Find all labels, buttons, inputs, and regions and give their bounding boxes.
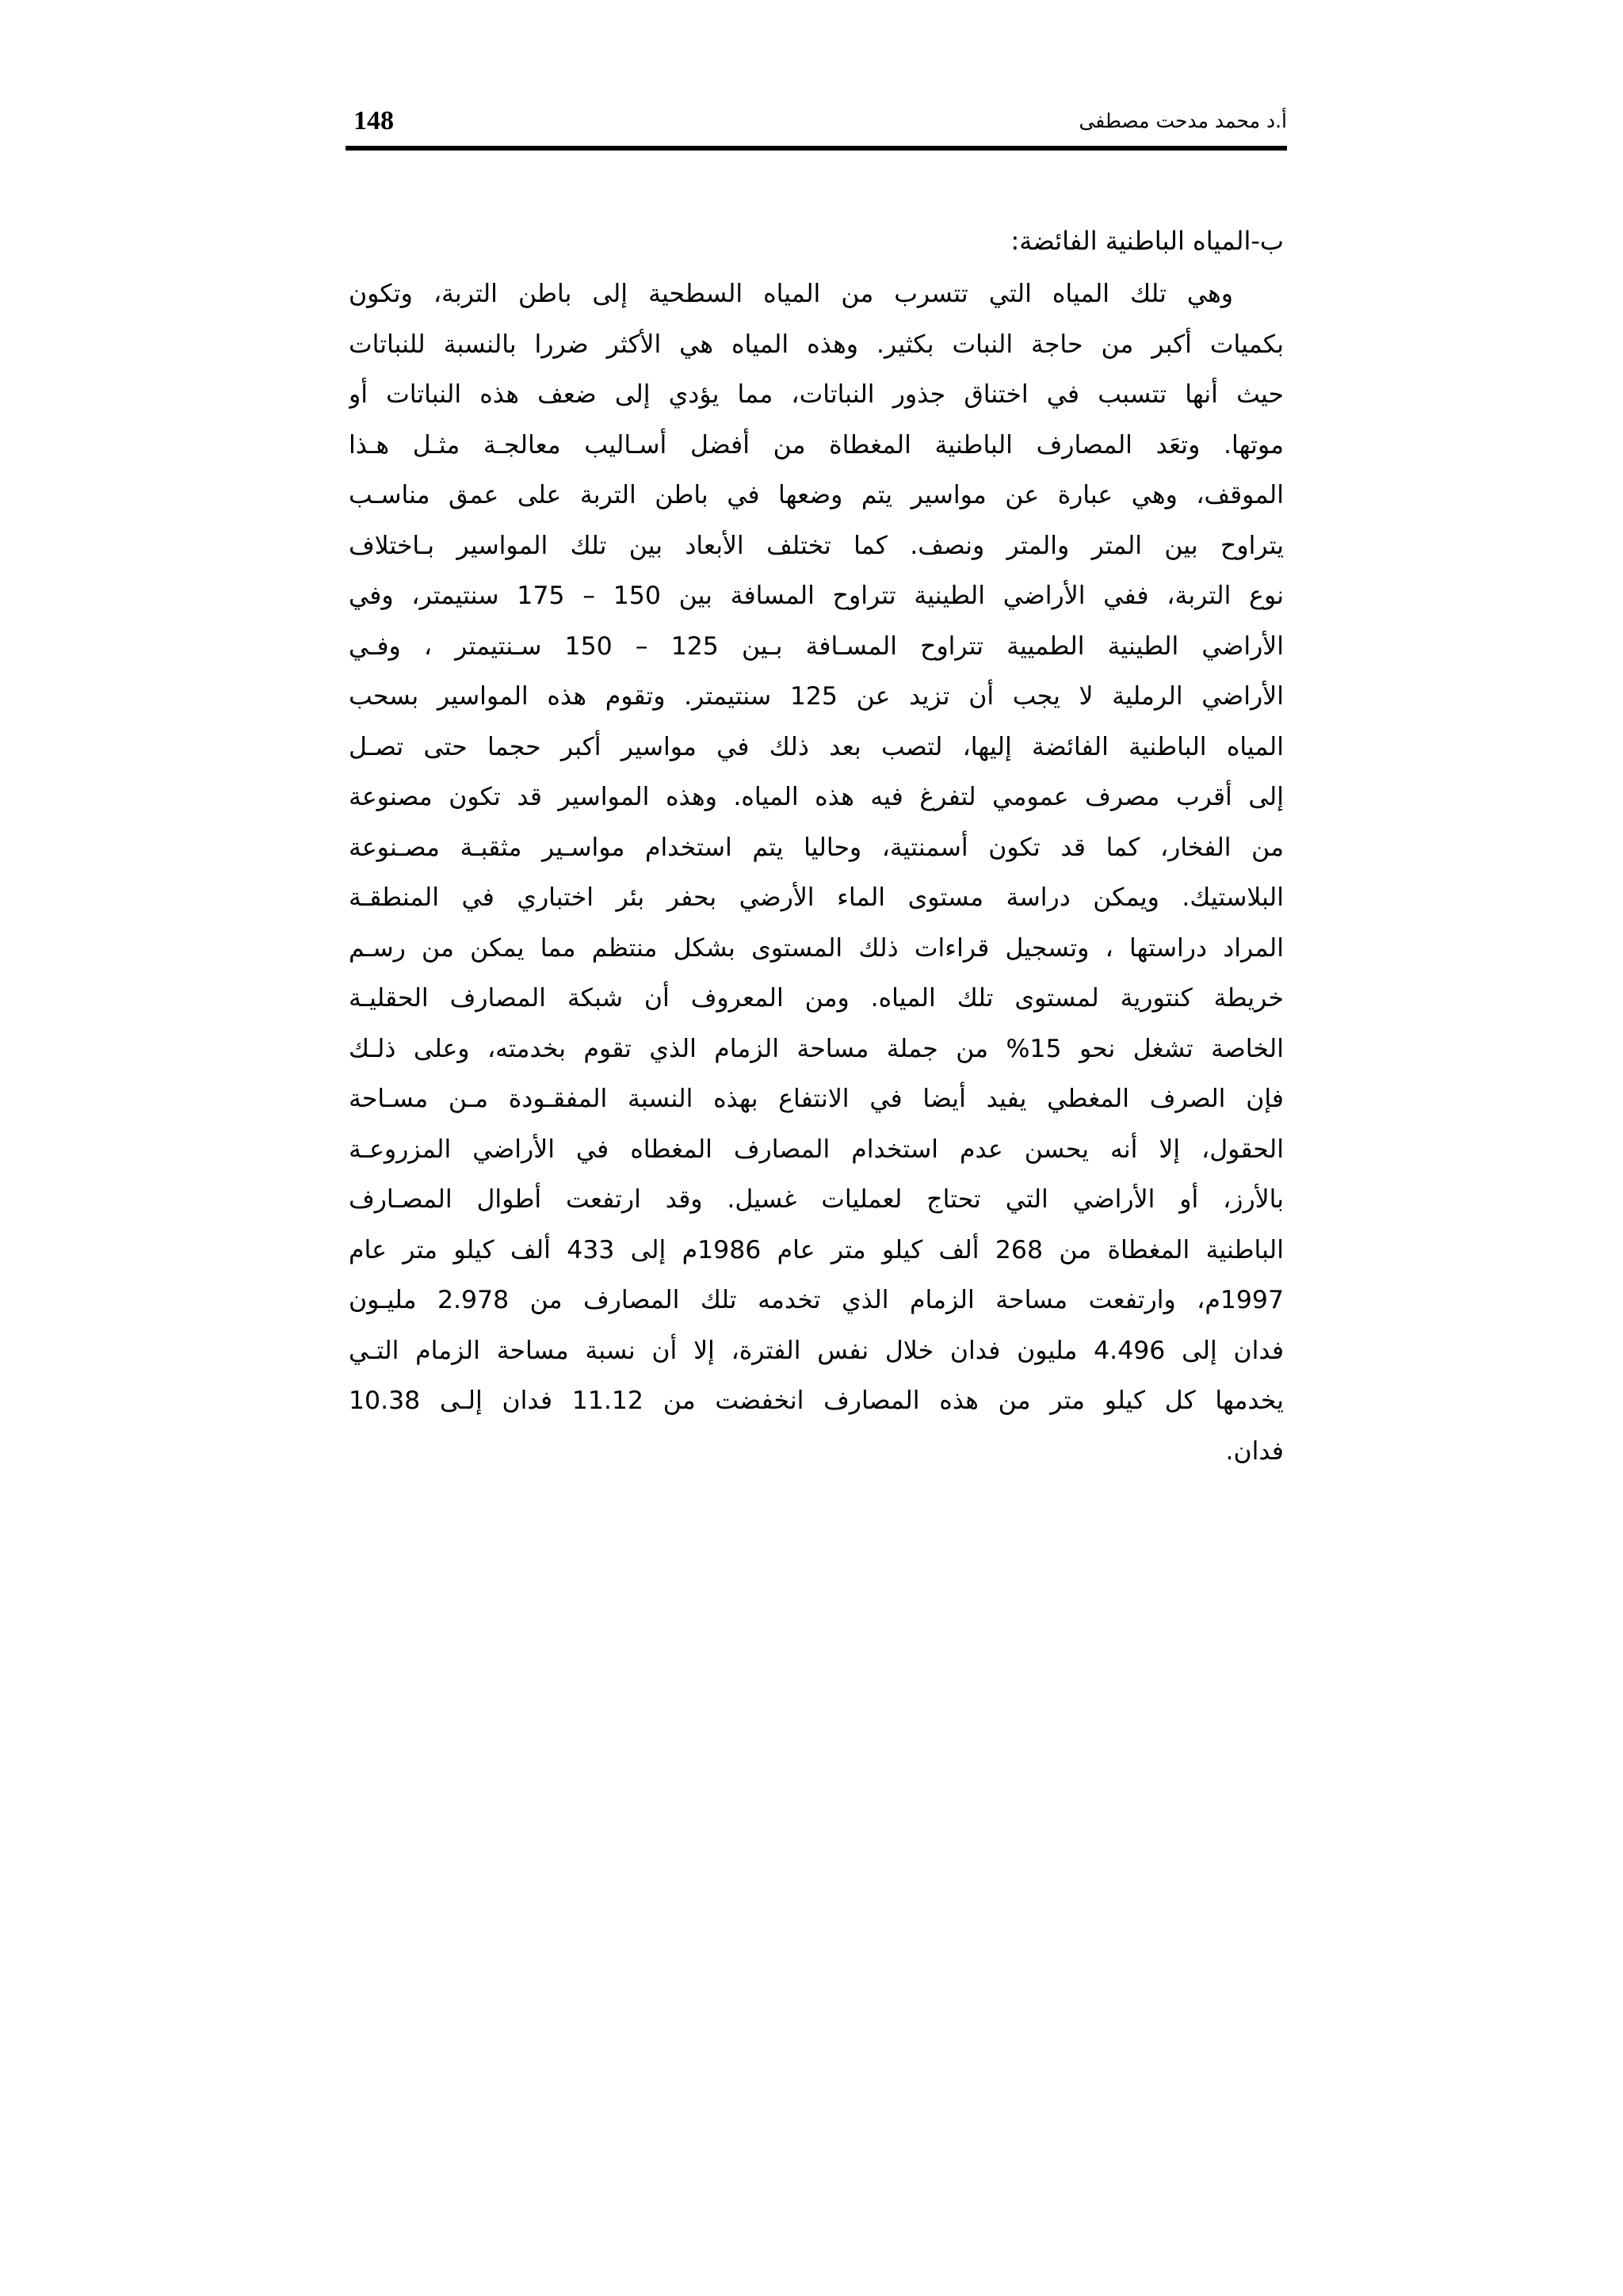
text-line: من الفخار، كما قد تكون أسمنتية، وحاليا يتم استخدام مواسـير مثقبـة مصـنوعة <box>349 833 1284 862</box>
running-head-author: أ.د محمد مدحت مصطفى <box>1079 109 1287 132</box>
text-line: البلاستيك. ويمكن دراسة مستوى الماء الأرضي بحفر بئر اختباري في المنطقـة <box>349 883 1284 912</box>
text-line: الموقف، وهي عبارة عن مواسير يتم وضعها في باطن التربة على عمق مناسـب <box>349 481 1284 509</box>
text-line: 1997م، وارتفعت مساحة الزمام الذي تخدمه تلك المصارف من 2.978 مليـون <box>349 1286 1284 1314</box>
text-line: نوع التربة، ففي الأراضي الطينية تتراوح المسافة بين 150 – 175 سنتيمتر، وفي <box>349 582 1284 610</box>
text-line: بكميات أكبر من حاجة النبات بكثير. وهذه المياه هي الأكثر ضررا بالنسبة للنباتات <box>349 330 1284 359</box>
section-heading: ب-المياه الباطنية الفائضة: <box>1010 226 1284 256</box>
text-line: موتها. وتعَد المصارف الباطنية المغطاة من أفضل أسـاليب معالجـة مثـل هـذا <box>349 430 1284 460</box>
text-line: الخاصة تشغل نحو 15% من جملة مساحة الزمام الذي تقوم بخدمته، وعلى ذلـك <box>349 1034 1284 1063</box>
text-line: المياه الباطنية الفائضة إليها، لتصب بعد ذلك في مواسير أكبر حجما حتى تصـل <box>349 732 1284 761</box>
page-number: 148 <box>353 106 394 135</box>
text-line: وهي تلك المياه التي تتسرب من المياه السطحية إلى باطن التربة، وتكون <box>349 280 1233 308</box>
body-paragraph <box>349 269 1284 1477</box>
page-body <box>349 215 1284 1477</box>
text-line: الباطنية المغطاة من 268 ألف كيلو متر عام 1986م إلى 433 ألف كيلو متر عام <box>349 1235 1284 1264</box>
header-rule <box>346 146 1287 151</box>
text-line: يخدمها كل كيلو متر من هذه المصارف انخفضت من 11.12 فدان إلـى 10.38 <box>349 1386 1284 1415</box>
text-line: الأراضي الرملية لا يجب أن تزيد عن 125 سنتيمتر. وتقوم هذه المواسير بسحب <box>349 682 1284 711</box>
page-header <box>346 93 1287 151</box>
text-line: الحقول، إلا أنه يحسن عدم استخدام المصارف المغطاه في الأراضي المزروعـة <box>349 1135 1284 1164</box>
text-line: الأراضي الطينية الطميية تتراوح المسـافة بـين 125 – 150 سـنتيمتر ، وفـي <box>349 631 1284 661</box>
text-line: إلى أقرب مصرف عمومي لتفرغ فيه هذه المياه. وهذه المواسير قد تكون مصنوعة <box>349 783 1284 811</box>
text-line: فدان. <box>1225 1436 1284 1466</box>
text-line: فدان إلى 4.496 مليون فدان خلال نفس الفترة، إلا أن نسبة مساحة الزمام التـي <box>349 1336 1284 1365</box>
text-line: بالأرز، أو الأراضي التي تحتاج لعمليات غسيل. وقد ارتفعت أطوال المصـارف <box>349 1185 1284 1214</box>
text-line: فإن الصرف المغطي يفيد أيضا في الانتفاع بهذه النسبة المفقـودة مـن مسـاحة <box>349 1085 1284 1113</box>
text-line: يتراوح بين المتر والمتر ونصف. كما تختلف الأبعاد بين تلك المواسير بـاختلاف <box>349 531 1284 560</box>
text-line: خريطة كنتورية لمستوى تلك المياه. ومن المعروف أن شبكة المصارف الحقليـة <box>349 984 1284 1013</box>
text-line: حيث أنها تتسبب في اختناق جذور النباتات، مما يؤدي إلى ضعف هذه النباتات أو <box>349 380 1284 409</box>
text-line: المراد دراستها ، وتسجيل قراءات ذلك المستوى بشكل منتظم مما يمكن من رسـم <box>349 933 1284 963</box>
